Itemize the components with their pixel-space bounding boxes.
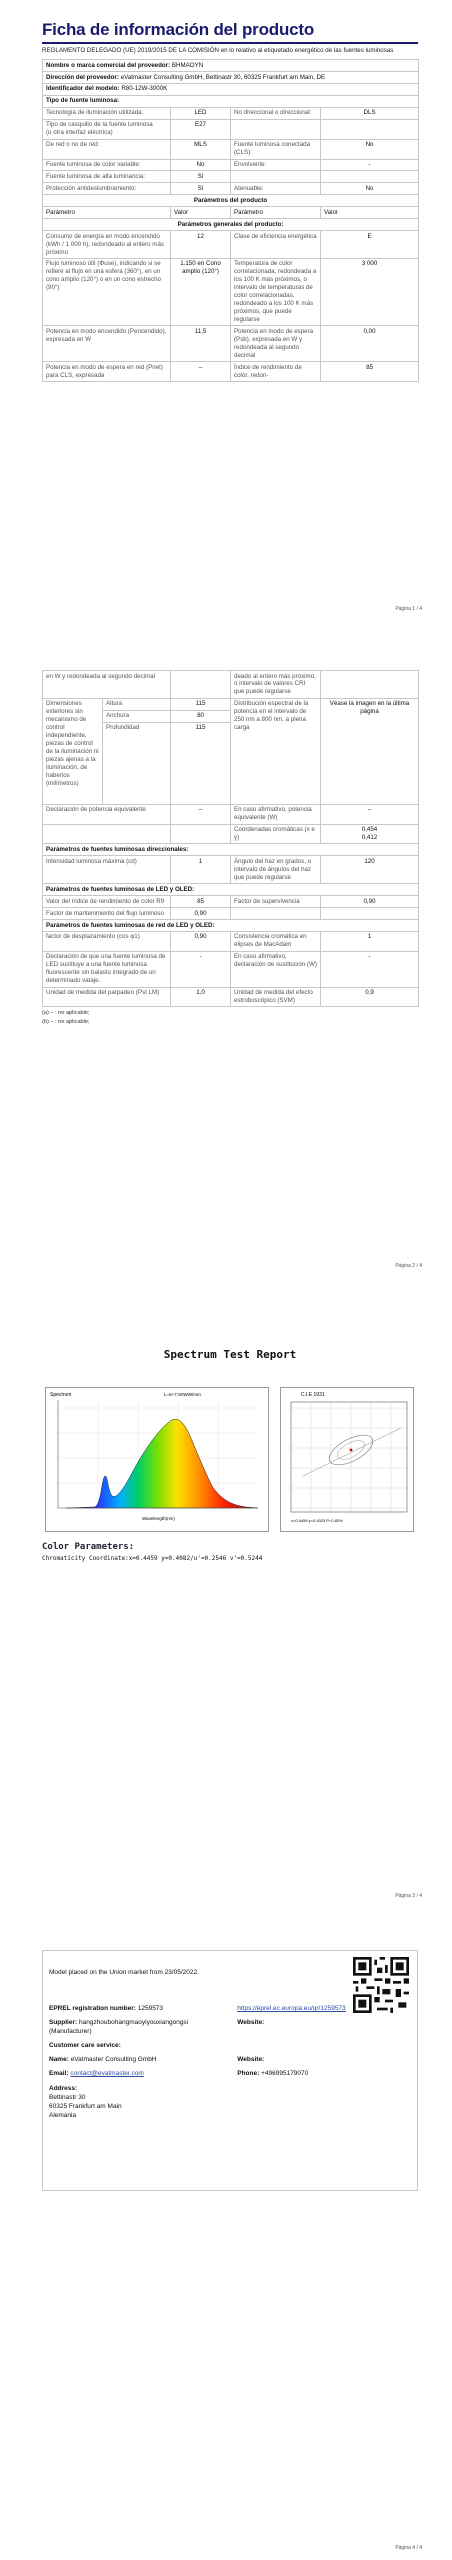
cell <box>231 908 321 920</box>
table-row <box>43 207 419 219</box>
cell: Declaración de potencia equivalente <box>43 804 171 824</box>
phone-value: +496995179070 <box>261 2070 309 2078</box>
eprel-link[interactable]: https://eprel.ec.europa.eu/qr/1259573 <box>237 2005 346 2012</box>
col-param: Parámetro <box>231 207 321 219</box>
table-row <box>43 951 419 987</box>
cell: 0,90 <box>171 908 231 920</box>
cell: 12 <box>171 231 231 259</box>
cell: Declaración de que una fuente luminosa de LED sustituye a una fuente luminosa fluorescente sin balasto integrado de un determinado vataje. <box>43 951 171 987</box>
cell: No direccional o direccional: <box>231 107 321 119</box>
cell <box>321 908 419 920</box>
cell: 115 <box>171 722 231 804</box>
eprel-number: 1259573 <box>137 2005 164 2012</box>
cell: MLS <box>171 139 231 159</box>
footnote: (a) – : no aplicable; <box>42 1010 90 1017</box>
params-heading: Parámetros del producto <box>43 195 419 207</box>
table-row <box>43 824 419 844</box>
cell: en W y redondeada al segundo decimal <box>43 671 171 699</box>
care-row <box>49 2041 411 2050</box>
table-row <box>43 72 419 84</box>
cell: No <box>171 159 231 171</box>
table-row <box>43 107 419 119</box>
qr-code-icon[interactable] <box>353 1957 409 2013</box>
mains-heading: Parámetros de fuentes luminosas de red de LED y OLED: <box>43 920 419 932</box>
table-row <box>43 119 419 139</box>
page-3 <box>42 1320 418 1920</box>
cell <box>231 119 321 139</box>
table-row <box>43 195 419 207</box>
address-line: Alemania <box>49 2111 77 2119</box>
cell: Unidad de medida del parpadeo (Pst LM) <box>43 987 171 1007</box>
cell: Envolvente: <box>231 159 321 171</box>
email-label: Email: <box>49 2070 69 2078</box>
cie-coord: x=0.4459 y=0.4023 P=0.83% <box>291 1518 343 1523</box>
cell <box>321 171 419 183</box>
cell: Índice de rendimiento de color, redon- <box>231 362 321 382</box>
cell: Fuente luminosa de color variable: <box>43 159 171 171</box>
supplier-label: Supplier: <box>49 2019 78 2027</box>
table-row <box>43 804 419 824</box>
cell: Consumo de energía en modo encendido (kWh / 1 000 h), redondeado al entero más próximo <box>43 231 171 259</box>
color-params-heading: Color Parameters: <box>42 1542 135 1552</box>
table-row <box>43 258 419 326</box>
table-row <box>43 844 419 856</box>
address-line: Bettinastr 30 <box>49 2093 86 2101</box>
phone-label: Phone: <box>237 2070 260 2078</box>
website-label-2: Website: <box>237 2056 265 2064</box>
table-row <box>43 139 419 159</box>
cell: E <box>321 231 419 259</box>
name-row <box>49 2055 411 2064</box>
cell: 11,5 <box>171 326 231 362</box>
table-row <box>43 159 419 171</box>
cell: Atenuable: <box>231 183 321 195</box>
cell: Fuente luminosa de alta luminancia: <box>43 171 171 183</box>
cell: 0,00 <box>321 326 419 362</box>
col-value: Valor <box>321 207 419 219</box>
cell <box>321 119 419 139</box>
spectrum-chart <box>45 1387 269 1532</box>
cell: E27 <box>171 119 231 139</box>
cell: - <box>171 951 231 987</box>
table-row <box>43 326 419 362</box>
cell: – <box>171 362 231 382</box>
document-title: Ficha de información del producto <box>42 20 418 44</box>
page-4 <box>42 1950 418 2191</box>
cell: 0,9 <box>321 987 419 1007</box>
table-row <box>43 987 419 1007</box>
table-row <box>43 884 419 896</box>
cell: De red o no de red: <box>43 139 171 159</box>
cell: – <box>171 804 231 824</box>
table-row <box>43 83 419 95</box>
table-row <box>43 60 419 72</box>
product-info-table <box>42 59 419 382</box>
table-row <box>43 362 419 382</box>
product-info-table-continued <box>42 670 419 1007</box>
spectrum-label: Spectrum <box>50 1392 72 1398</box>
cell: Potencia en modo de espera (Psb), expresada en W y redondeada al segundo decimal <box>231 326 321 362</box>
type-heading: Tipo de fuente luminosa: <box>43 95 419 107</box>
cell: Consistencia cromática en elipses de MacAdam <box>231 931 321 951</box>
table-row <box>43 219 419 231</box>
cie-chart <box>280 1387 414 1532</box>
cie-point <box>350 1449 353 1452</box>
supplier-address-label: Dirección del proveedor: <box>46 73 119 81</box>
page-1 <box>42 20 418 382</box>
table-row <box>43 698 419 710</box>
cell: Tipo de casquillo de la fuente luminosa <box>46 121 153 129</box>
cell: – <box>321 804 419 824</box>
regulation-text: REGLAMENTO DELEGADO (UE) 2019/2015 DE LA COMISIÓN en lo relativo al etiquetado energético de las fuentes luminosas <box>42 47 394 54</box>
cell: Altura <box>103 698 171 710</box>
model-id-label: Identificador del modelo: <box>46 85 120 93</box>
cell: (u otra interfaz eléctrica) <box>46 129 113 137</box>
cell: - <box>321 951 419 987</box>
email-link[interactable]: contact@evatmaster.com <box>70 2070 144 2078</box>
cell: No <box>321 139 419 159</box>
cell: En caso afirmativo, potencia equivalente (W) <box>231 804 321 824</box>
cell: 1 <box>321 931 419 951</box>
cell: Factor de mantenimiento del flujo luminoso <box>43 908 171 920</box>
cell: 115 <box>171 698 231 710</box>
supplier-row <box>49 2018 411 2036</box>
spectrum-tag: L=6+7:S0WW/mm <box>164 1392 201 1397</box>
cell: 1,0 <box>171 987 231 1007</box>
customer-care-label: Customer care service: <box>49 2042 121 2050</box>
cie-svg <box>281 1388 413 1531</box>
cell: Flujo luminoso útil (Φuse), indicando si se refiere al flujo en una esfera (360°), en un cono amplio (120°) o en un cono estrecho (90°) <box>43 258 171 326</box>
page-number: Página 3 / 4 <box>395 1893 422 1899</box>
page-number: Página 2 / 4 <box>395 1263 422 1269</box>
cell: Intensidad luminosa máxima (cd) <box>43 856 171 884</box>
name-label: Name: <box>49 2056 69 2064</box>
supplier-trademark-label: Nombre o marca comercial del proveedor: <box>46 61 171 69</box>
cell: Factor de supervivencia <box>231 896 321 908</box>
cell: Distribución espectral de la potencia en el intervalo de 250 nm a 800 nm, a plena carga <box>231 698 321 804</box>
spectrum-svg <box>46 1388 268 1531</box>
footnotes <box>42 1009 418 1026</box>
contact-row <box>49 2069 411 2078</box>
table-row <box>43 856 419 884</box>
model-id: R80-12W-3000K <box>121 85 168 93</box>
cell: factor de desplazamiento (cos φ1) <box>43 931 171 951</box>
table-row <box>43 920 419 932</box>
cell: Sí <box>171 183 231 195</box>
supplier-address: eVatmaster Consulting GmbH, Bettinastr 30, 60325 Frankfurt am Main, DE <box>120 73 326 81</box>
address-line: 60325 Frankfurt am Main <box>49 2102 122 2110</box>
name-value: eVatmaster Consulting GmbH <box>70 2056 157 2064</box>
spectrum-xlabel: Wavelength(nm) <box>142 1516 175 1521</box>
eprel-label: EPREL registration number: <box>49 2005 136 2012</box>
table-row <box>43 95 419 107</box>
cell: Profundidad <box>103 722 171 804</box>
cell: deado al entero más próximo, o intervalo de valores CRI que puede regularse <box>231 671 321 699</box>
table-row <box>43 183 419 195</box>
cell: En caso afirmativo, declaración de sustitución (W) <box>231 951 321 987</box>
cell: - <box>321 159 419 171</box>
col-value: Valor <box>171 207 231 219</box>
footnote: (b) – : no aplicable; <box>42 1018 90 1025</box>
page-number: Página 4 / 4 <box>395 2545 422 2551</box>
cell: 0,90 <box>171 931 231 951</box>
cell: Valor del índice de rendimiento de color R9 <box>43 896 171 908</box>
cell: 1 <box>171 856 231 884</box>
cell: Fuente luminosa conectada (CLS): <box>231 139 321 159</box>
cell: Potencia en modo de espera en red (Pnet) para CLS, expresada <box>43 362 171 382</box>
cell: Sí <box>171 171 231 183</box>
led-heading: Parámetros de fuentes luminosas de LED y OLED: <box>43 884 419 896</box>
general-heading: Parámetros generales del producto: <box>43 219 419 231</box>
spectrum-curve <box>66 1419 258 1508</box>
address-label: Address: <box>49 2084 78 2092</box>
cell: Tecnología de iluminación utilizada: <box>43 107 171 119</box>
table-row <box>43 931 419 951</box>
address-block <box>49 2084 411 2120</box>
cell: Temperatura de color correlacionada, redondeada a los 100 K más próximos, o intervalo de temperaturas de color correlacionadas, redondeado a los 100 K más próximos, que puede regularse <box>231 258 321 326</box>
cell: Protección antideslumbramiento: <box>43 183 171 195</box>
cell: Potencia en modo encendido (Pencendido), expresada en W <box>43 326 171 362</box>
cell: Coordenadas cromáticas (x e y) <box>231 824 321 844</box>
cie-grid <box>291 1402 407 1512</box>
table-row <box>43 171 419 183</box>
cell: 1.150 en Cono amplio (120°) <box>171 258 231 326</box>
supplier-trademark: BHMAOYN <box>171 61 204 69</box>
cell: 120 <box>321 856 419 884</box>
chromaticity-line: Chromaticity Coordinate:x=0.4459 y=0.4082/u'=0.2546 v'=0.5244 <box>42 1555 263 1562</box>
cell: 85 <box>171 896 231 908</box>
table-row <box>43 908 419 920</box>
cell <box>231 171 321 183</box>
cell: LED <box>171 107 231 119</box>
cell: Anchura <box>103 710 171 722</box>
cell: 85 <box>321 362 419 382</box>
cie-label: C.I.E 1931 <box>301 1392 325 1398</box>
cell: DLS <box>321 107 419 119</box>
website-label: Website: <box>237 2019 265 2027</box>
cell: Clase de eficiencia energética <box>231 231 321 259</box>
supplier-value: hangzhoubohangmaoyiyouxiangongsi (Manufacturer) <box>49 2019 189 2036</box>
cell: No <box>321 183 419 195</box>
cell: 80 <box>171 710 231 722</box>
table-row <box>43 231 419 259</box>
page-number: Página 1 / 4 <box>395 606 422 612</box>
spectrum-report-title: Spectrum Test Report <box>163 1348 297 1361</box>
cell: Véase la imagen en la última página <box>321 698 419 804</box>
cell: 3 000 <box>321 258 419 326</box>
col-param: Parámetro <box>43 207 171 219</box>
cell: Ángulo del haz en grados, o intervalo de ángulos del haz que puede regularse <box>231 856 321 884</box>
cell: 0,90 <box>321 896 419 908</box>
cell: 0,454 <box>361 826 378 834</box>
table-row <box>43 671 419 699</box>
cell: Unidad de medida del efecto estroboscópico (SVM) <box>231 987 321 1007</box>
directional-heading: Parámetros de fuentes luminosas direccionales: <box>43 844 419 856</box>
cell: 0,412 <box>361 834 378 841</box>
page-2 <box>42 670 418 1026</box>
eprel-box <box>42 1950 418 2191</box>
table-row <box>43 896 419 908</box>
dimensions-label: Dimensiones exteriores sin mecanismo de control independiente, piezas de control de la iluminación ni piezas ajenas a la iluminación, de haberlos (milímetros) <box>43 698 103 804</box>
placed-text: Model placed on the Union market from 23/05/2022. <box>49 1969 199 1976</box>
